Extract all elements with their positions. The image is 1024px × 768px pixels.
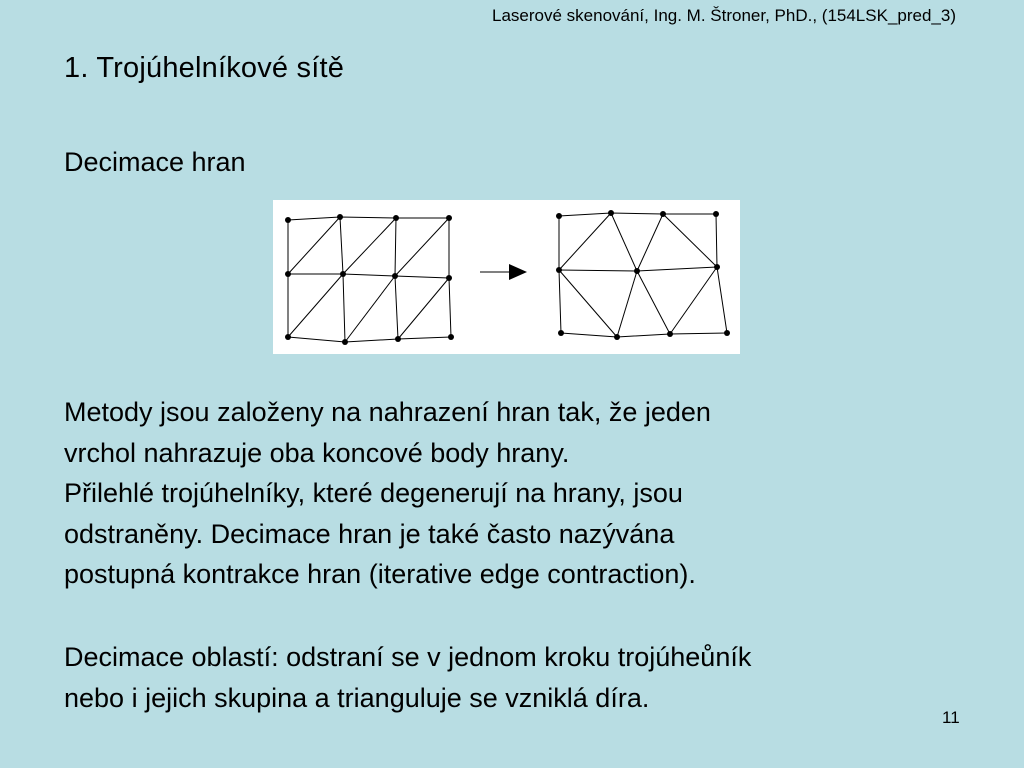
description-line: postupná kontrakce hran (iterative edge contraction). xyxy=(64,559,696,589)
right-arrow-icon xyxy=(480,264,527,280)
edge-decimation-figure xyxy=(273,200,740,354)
slide-subtitle: Decimace hran xyxy=(64,147,246,177)
slide-header: Laserové skenování, Ing. M. Štroner, PhD., (154LSK_pred_3) xyxy=(492,6,956,25)
page-number: 11 xyxy=(942,708,960,727)
original-mesh xyxy=(288,217,451,342)
description-line: nebo i jejich skupina a trianguluje se vzniklá díra. xyxy=(64,682,650,713)
original-mesh-vertices xyxy=(285,214,454,345)
description-paragraph xyxy=(64,392,964,595)
description-line: odstraněny. Decimace hran je také často nazývána xyxy=(64,518,675,549)
decimated-mesh-vertices xyxy=(556,210,730,340)
slide-title: 1. Trojúhelníkové sítě xyxy=(64,52,345,84)
decimated-mesh xyxy=(559,213,727,337)
region-decimation-paragraph xyxy=(64,637,964,718)
mesh-diagram xyxy=(273,200,740,354)
description-line: Metody jsou založeny na nahrazení hran tak, že jeden xyxy=(64,397,711,427)
description-line: Decimace oblastí: odstraní se v jednom kroku trojúheůník xyxy=(64,642,752,672)
description-line: vrchol nahrazuje oba koncové body hrany. xyxy=(64,437,570,468)
description-line: Přilehlé trojúhelníky, které degenerují na hrany, jsou xyxy=(64,478,683,508)
